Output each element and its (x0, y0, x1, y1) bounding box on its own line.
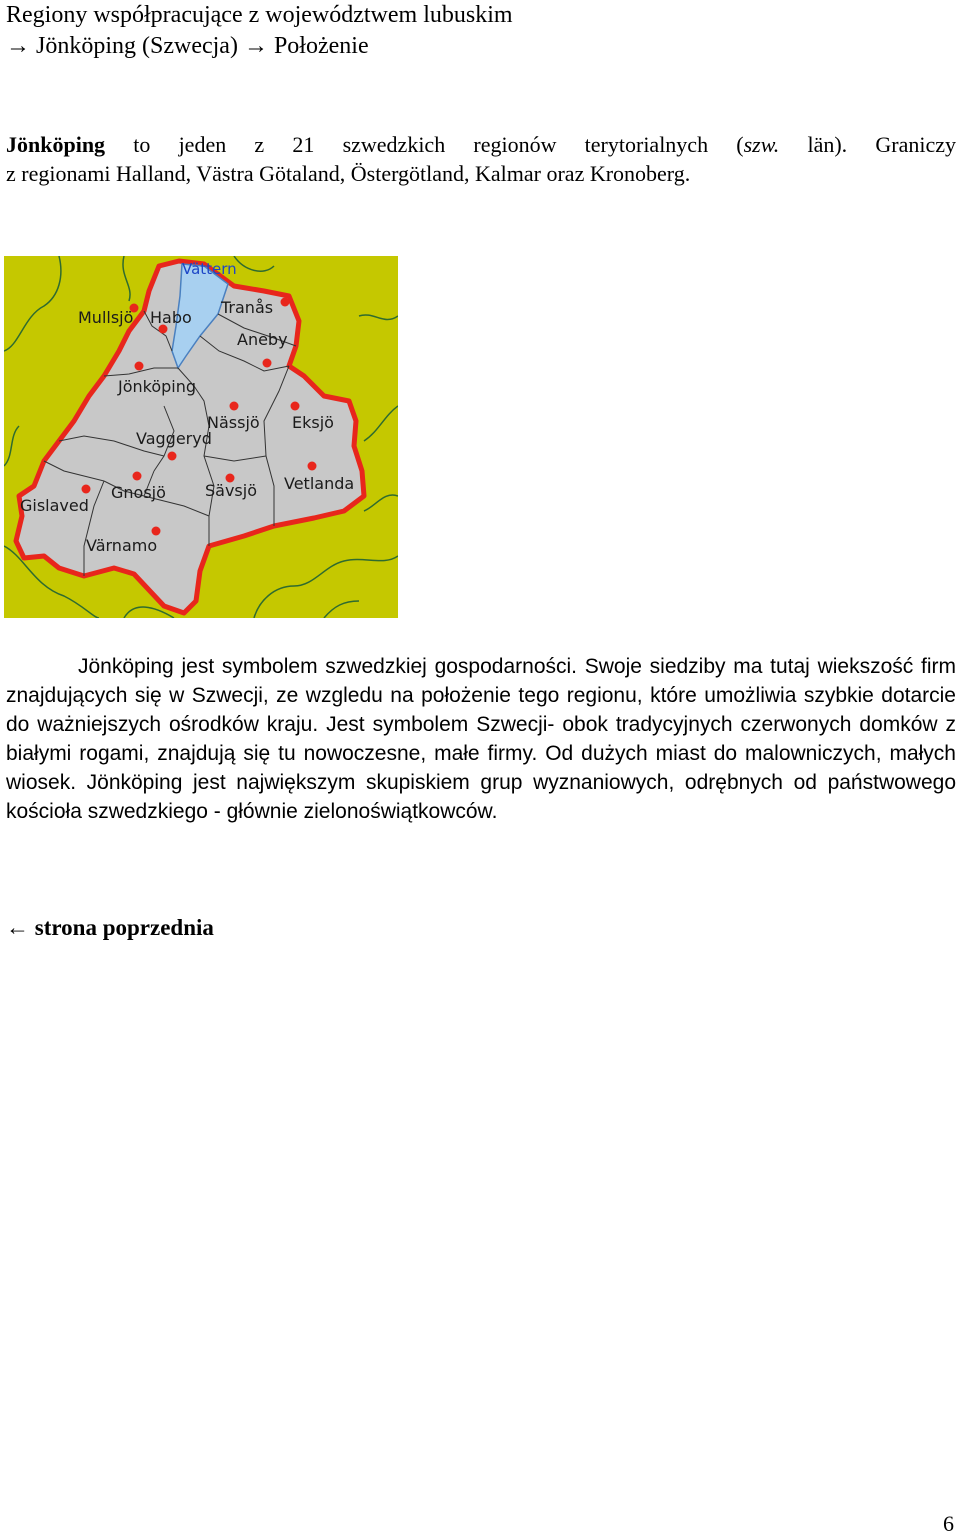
town-label-varnamo: Värnamo (86, 536, 158, 555)
town-dot-vaggeryd (168, 452, 177, 461)
region-map (4, 256, 398, 618)
town-label-aneby: Aneby (237, 330, 288, 349)
town-label-vaggeryd: Vaggeryd (136, 429, 212, 448)
region-map-svg (4, 256, 398, 618)
intro-paragraph (6, 130, 956, 188)
town-label-gislaved: Gislaved (20, 496, 89, 515)
town-label-mullsjo: Mullsjö (78, 308, 134, 327)
intro-line-1-text: to jeden z 21 szwedzkich regionów terytorialnych ( (105, 132, 744, 157)
town-dot-tranas (281, 298, 290, 307)
previous-page-link[interactable]: ← strona poprzednia (6, 915, 214, 940)
town-dot-gislaved (82, 485, 91, 494)
town-label-vetlanda: Vetlanda (284, 474, 355, 493)
intro-bold-term: Jönköping (6, 132, 106, 157)
town-dot-vetlanda (308, 462, 317, 471)
town-dot-jonkoping (135, 362, 144, 371)
town-label-nassjo: Nässjö (207, 413, 260, 432)
town-label-eksjo: Eksjö (292, 413, 334, 432)
town-label-tranas: Tranås (221, 298, 274, 317)
intro-line-1-tail: län). Graniczy (779, 132, 957, 157)
town-label-gnosjo: Gnosjö (111, 483, 166, 502)
town-dot-varnamo (152, 527, 161, 536)
town-label-savsjo: Sävsjö (205, 481, 257, 500)
header-line-1: Regiony współpracujące z województwem lubuskim (6, 2, 513, 28)
body-paragraph: Jönköping jest symbolem szwedzkiej gospodarności. Swoje siedziby ma tutaj wiekszość firm znajdujących się w Szwecji, ze wzgledu na położenie tego regionu, które umożliwia szybkie dotarcie do ważniejszych ośrodków kraju. Jest symbolem Szwecji- obok tradycyjnych czerwonych domków z białymi rogami, znajdują się tu nowoczesne, małe firmy. Od dużych miast do malowniczych, małych wiosek. Jönköping jest największym skupiskiem grup wyznaniowych, odrębnych od państwowego kościoła szwedzkiego - głównie zielonoświątkowców. (6, 655, 956, 823)
header-line-2: → Jönköping (Szwecja) → Położenie (6, 33, 369, 59)
breadcrumb-header (6, 0, 513, 62)
town-dot-aneby (263, 359, 272, 368)
intro-italic-term: szw. (743, 132, 780, 157)
intro-line-2: z regionami Halland, Västra Götaland, Östergötland, Kalmar oraz Kronoberg. (6, 161, 691, 186)
town-dot-gnosjo (133, 472, 142, 481)
intro-line-1 (6, 130, 956, 159)
town-label-jonkoping: Jönköping (118, 377, 197, 396)
town-dot-nassjo (230, 402, 239, 411)
town-label-habo: Habo (150, 308, 192, 327)
lake-label: Vättern (182, 260, 237, 278)
town-dot-eksjo (291, 402, 300, 411)
page-number: 6 (943, 1511, 954, 1536)
